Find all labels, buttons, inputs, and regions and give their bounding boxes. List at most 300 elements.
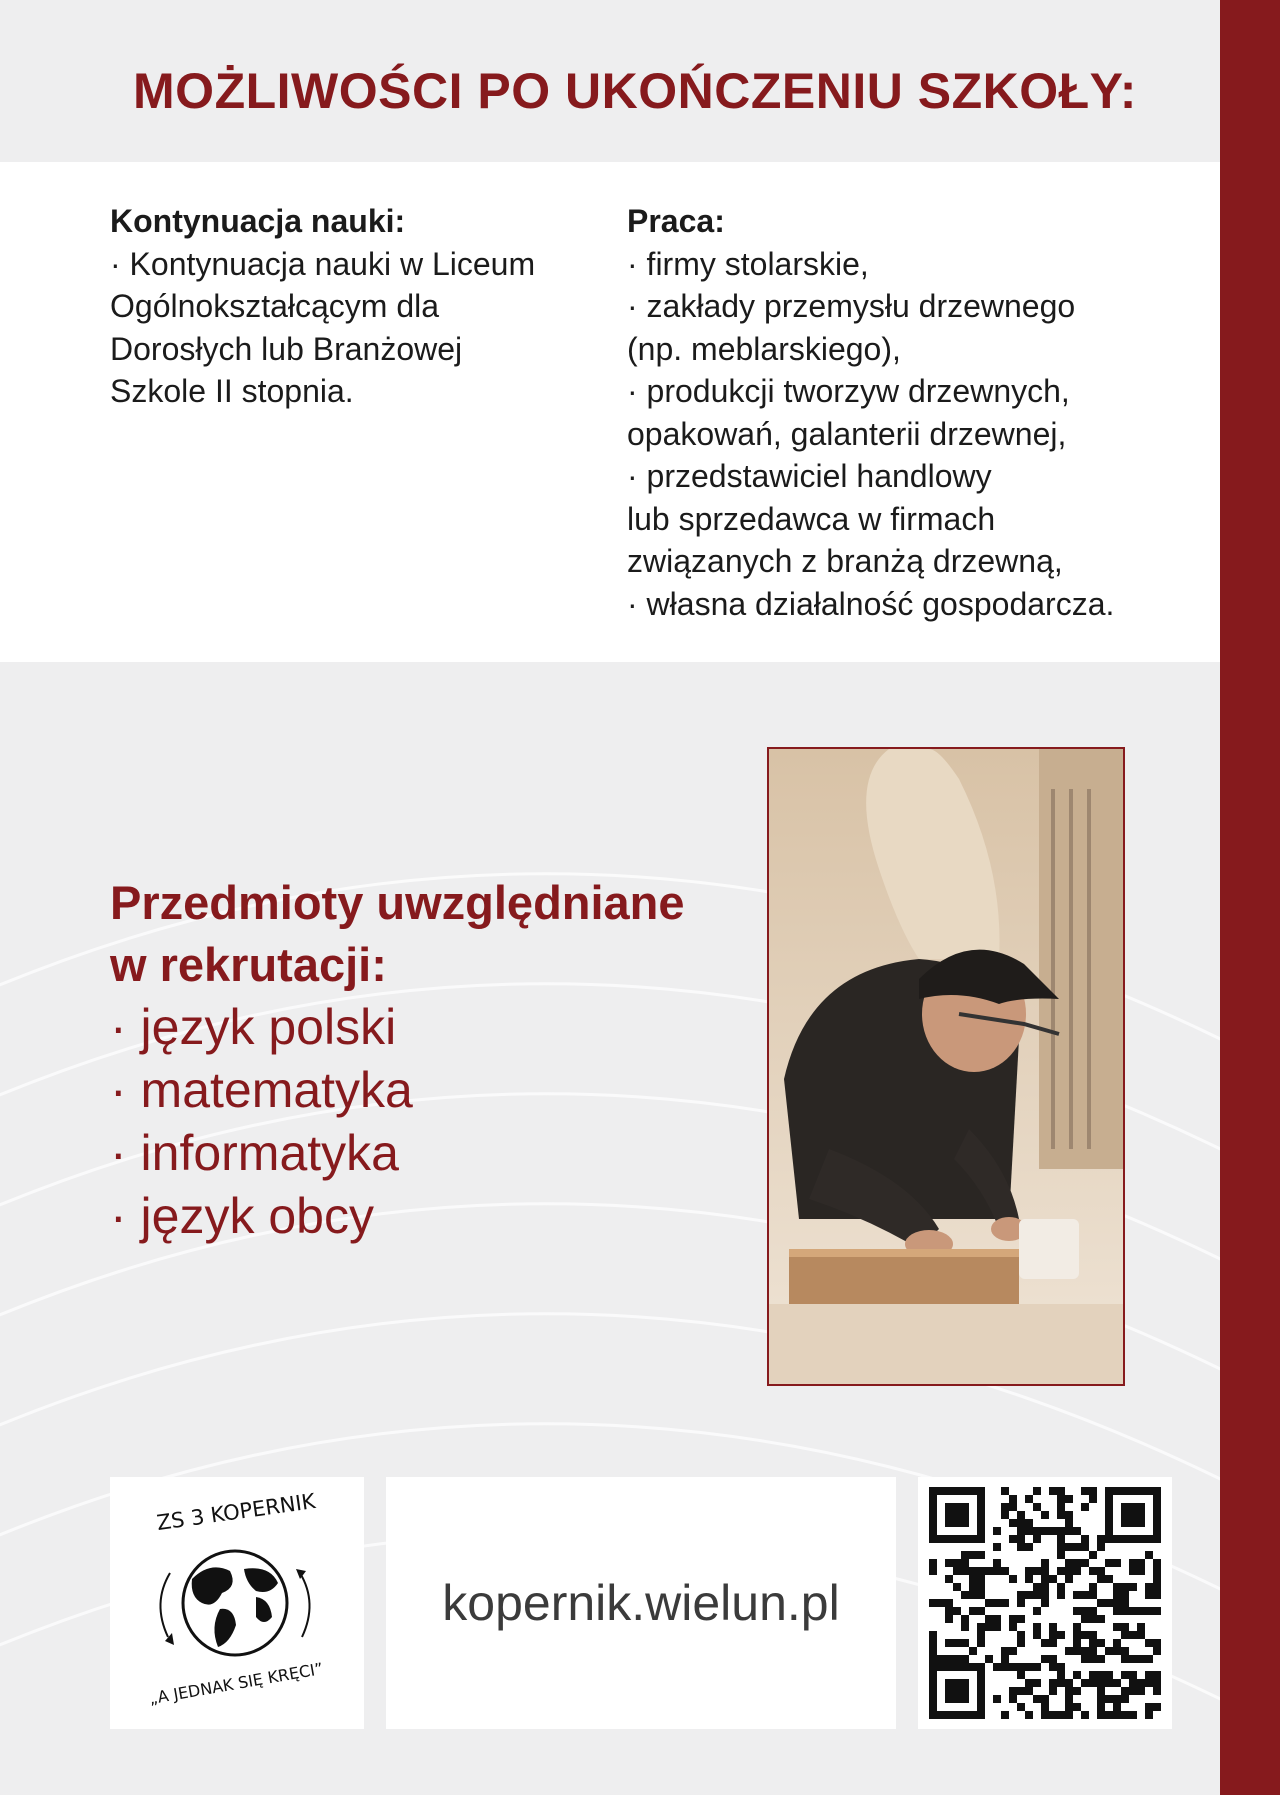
qr-module — [953, 1567, 961, 1575]
qr-module — [1065, 1703, 1073, 1711]
qr-module — [1049, 1711, 1057, 1719]
qr-module — [1065, 1511, 1073, 1519]
qr-module — [1033, 1631, 1041, 1639]
qr-module — [961, 1551, 969, 1559]
qr-module — [1137, 1511, 1145, 1519]
qr-module — [1137, 1623, 1145, 1631]
qr-module — [961, 1591, 969, 1599]
qr-module — [1017, 1543, 1025, 1551]
work-line: · własna działalność gospodarcza. — [627, 585, 1115, 622]
qr-module — [1113, 1583, 1121, 1591]
qr-module — [945, 1655, 953, 1663]
qr-module — [1033, 1591, 1041, 1599]
qr-module — [929, 1711, 937, 1719]
qr-module — [1065, 1519, 1073, 1527]
qr-module — [1057, 1663, 1065, 1671]
qr-module — [1105, 1559, 1113, 1567]
qr-module — [1073, 1639, 1081, 1647]
qr-module — [1097, 1575, 1105, 1583]
qr-module — [953, 1639, 961, 1647]
qr-module — [993, 1567, 1001, 1575]
qr-module — [993, 1695, 1001, 1703]
qr-module — [929, 1511, 937, 1519]
qr-module — [1057, 1527, 1065, 1535]
qr-code — [918, 1477, 1172, 1729]
qr-module — [1033, 1583, 1041, 1591]
qr-module — [1121, 1631, 1129, 1639]
qr-module — [1057, 1591, 1065, 1599]
qr-module — [953, 1655, 961, 1663]
qr-module — [1065, 1559, 1073, 1567]
qr-module — [977, 1575, 985, 1583]
qr-module — [1089, 1631, 1097, 1639]
work-title: Praca: — [627, 203, 725, 239]
qr-module — [1025, 1495, 1033, 1503]
qr-module — [1033, 1487, 1041, 1495]
qr-module — [1145, 1487, 1153, 1495]
qr-module — [1025, 1711, 1033, 1719]
qr-module — [1153, 1495, 1161, 1503]
qr-module — [977, 1551, 985, 1559]
qr-module — [1153, 1591, 1161, 1599]
qr-module — [1121, 1695, 1129, 1703]
qr-module — [945, 1695, 953, 1703]
qr-module — [1009, 1503, 1017, 1511]
qr-module — [1081, 1615, 1089, 1623]
qr-module — [1041, 1591, 1049, 1599]
qr-module — [1033, 1695, 1041, 1703]
qr-module — [1145, 1655, 1153, 1663]
qr-module — [1001, 1647, 1009, 1655]
qr-module — [929, 1663, 937, 1671]
qr-module — [1041, 1599, 1049, 1607]
qr-module — [1001, 1663, 1009, 1671]
qr-module — [953, 1519, 961, 1527]
qr-module — [1113, 1711, 1121, 1719]
qr-module — [929, 1647, 937, 1655]
qr-module — [1081, 1679, 1089, 1687]
qr-module — [1065, 1575, 1073, 1583]
qr-module — [929, 1695, 937, 1703]
qr-module — [1017, 1615, 1025, 1623]
qr-module — [1121, 1711, 1129, 1719]
qr-module — [1113, 1703, 1121, 1711]
qr-module — [961, 1663, 969, 1671]
qr-module — [985, 1567, 993, 1575]
qr-module — [929, 1495, 937, 1503]
qr-module — [1041, 1711, 1049, 1719]
qr-module — [1041, 1511, 1049, 1519]
qr-module — [1129, 1567, 1137, 1575]
qr-module — [1073, 1607, 1081, 1615]
qr-module — [977, 1527, 985, 1535]
qr-module — [945, 1679, 953, 1687]
qr-module — [1009, 1495, 1017, 1503]
qr-module — [945, 1503, 953, 1511]
qr-module — [1105, 1503, 1113, 1511]
qr-module — [1001, 1655, 1009, 1663]
qr-module — [1009, 1663, 1017, 1671]
qr-module — [1033, 1663, 1041, 1671]
qr-module — [1017, 1599, 1025, 1607]
qr-module — [961, 1679, 969, 1687]
work-line: opakowań, galanterii drzewnej, — [627, 415, 1067, 452]
qr-module — [1097, 1567, 1105, 1575]
qr-module — [945, 1519, 953, 1527]
recruitment-subjects — [110, 872, 750, 1248]
qr-module — [961, 1695, 969, 1703]
qr-module — [1137, 1679, 1145, 1687]
qr-module — [961, 1687, 969, 1695]
qr-module — [929, 1527, 937, 1535]
website-box — [386, 1477, 896, 1729]
qr-module — [937, 1663, 945, 1671]
qr-module — [1081, 1631, 1089, 1639]
qr-module — [1073, 1527, 1081, 1535]
qr-module — [945, 1711, 953, 1719]
qr-module — [1113, 1679, 1121, 1687]
qr-module — [1153, 1559, 1161, 1567]
qr-module — [929, 1599, 937, 1607]
qr-module — [1089, 1607, 1097, 1615]
work-line: · produkcji tworzyw drzewnych, — [627, 373, 1070, 409]
qr-module — [929, 1687, 937, 1695]
qr-module — [929, 1503, 937, 1511]
qr-module — [1001, 1503, 1009, 1511]
qr-module — [1073, 1647, 1081, 1655]
qr-module — [977, 1639, 985, 1647]
qr-module — [1137, 1519, 1145, 1527]
qr-module — [953, 1711, 961, 1719]
qr-module — [1049, 1663, 1057, 1671]
subject-item: · informatyka — [110, 1125, 399, 1181]
qr-module — [1065, 1543, 1073, 1551]
qr-module — [1025, 1663, 1033, 1671]
qr-module — [1057, 1551, 1065, 1559]
qr-module — [1025, 1679, 1033, 1687]
qr-module — [1089, 1567, 1097, 1575]
qr-module — [977, 1687, 985, 1695]
qr-module — [1065, 1495, 1073, 1503]
qr-module — [929, 1655, 937, 1663]
qr-module — [1153, 1487, 1161, 1495]
qr-module — [977, 1487, 985, 1495]
qr-module — [1057, 1503, 1065, 1511]
qr-module — [1153, 1503, 1161, 1511]
qr-module — [1017, 1535, 1025, 1543]
work-column — [627, 200, 1187, 625]
qr-module — [1129, 1631, 1137, 1639]
qr-module — [1089, 1551, 1097, 1559]
qr-module — [1121, 1671, 1129, 1679]
qr-module — [1145, 1551, 1153, 1559]
qr-module — [1105, 1711, 1113, 1719]
qr-module — [945, 1663, 953, 1671]
qr-module — [961, 1711, 969, 1719]
qr-module — [1073, 1671, 1081, 1679]
qr-module — [1033, 1535, 1041, 1543]
qr-module — [969, 1567, 977, 1575]
qr-module — [1057, 1631, 1065, 1639]
qr-module — [1153, 1535, 1161, 1543]
qr-module — [977, 1503, 985, 1511]
qr-module — [969, 1551, 977, 1559]
qr-module — [1081, 1655, 1089, 1663]
qr-module — [1057, 1535, 1065, 1543]
qr-module — [1137, 1567, 1145, 1575]
subject-item: · matematyka — [110, 1062, 413, 1118]
qr-module — [1065, 1647, 1073, 1655]
qr-module — [1017, 1591, 1025, 1599]
qr-module — [1153, 1647, 1161, 1655]
qr-module — [1057, 1543, 1065, 1551]
qr-module — [953, 1695, 961, 1703]
qr-module — [1153, 1679, 1161, 1687]
qr-module — [1153, 1511, 1161, 1519]
qr-module — [969, 1487, 977, 1495]
qr-module — [969, 1647, 977, 1655]
qr-module — [1129, 1687, 1137, 1695]
qr-module — [1065, 1567, 1073, 1575]
qr-module — [1129, 1511, 1137, 1519]
qr-module — [1121, 1583, 1129, 1591]
qr-module — [1137, 1631, 1145, 1639]
qr-module — [1105, 1695, 1113, 1703]
qr-module — [1153, 1639, 1161, 1647]
qr-module — [1153, 1583, 1161, 1591]
qr-module — [1097, 1695, 1105, 1703]
subjects-title-line1: Przedmioty uwzględniane — [110, 876, 685, 929]
qr-module — [1041, 1639, 1049, 1647]
qr-module — [929, 1639, 937, 1647]
qr-module — [1105, 1495, 1113, 1503]
qr-module — [1145, 1671, 1153, 1679]
qr-module — [977, 1711, 985, 1719]
qr-module — [1073, 1559, 1081, 1567]
qr-module — [1049, 1655, 1057, 1663]
qr-module — [969, 1575, 977, 1583]
continuation-line: Ogólnokształcącym dla — [110, 288, 440, 324]
qr-module — [1049, 1679, 1057, 1687]
qr-module — [937, 1487, 945, 1495]
qr-module — [929, 1679, 937, 1687]
qr-module — [1065, 1527, 1073, 1535]
qr-module — [953, 1679, 961, 1687]
qr-module — [985, 1599, 993, 1607]
qr-module — [1089, 1615, 1097, 1623]
qr-module — [1073, 1623, 1081, 1631]
qr-module — [1049, 1631, 1057, 1639]
qr-module — [1025, 1575, 1033, 1583]
qr-module — [1017, 1639, 1025, 1647]
qr-module — [977, 1567, 985, 1575]
qr-module — [1105, 1535, 1113, 1543]
qr-module — [1137, 1655, 1145, 1663]
qr-module — [993, 1559, 1001, 1567]
qr-module — [1081, 1559, 1089, 1567]
qr-module — [1105, 1519, 1113, 1527]
qr-module — [993, 1623, 1001, 1631]
qr-module — [929, 1519, 937, 1527]
qr-module — [929, 1703, 937, 1711]
qr-module — [1097, 1535, 1105, 1543]
qr-module — [977, 1679, 985, 1687]
qr-module — [961, 1559, 969, 1567]
qr-module — [1153, 1519, 1161, 1527]
qr-module — [1113, 1695, 1121, 1703]
qr-module — [1105, 1575, 1113, 1583]
continuation-line: Szkole II stopnia. — [110, 373, 354, 409]
qr-module — [1001, 1511, 1009, 1519]
qr-module — [1017, 1511, 1025, 1519]
qr-module — [1041, 1575, 1049, 1583]
qr-module — [1113, 1591, 1121, 1599]
qr-module — [977, 1495, 985, 1503]
qr-module — [945, 1687, 953, 1695]
qr-module — [945, 1599, 953, 1607]
qr-module — [1049, 1575, 1057, 1583]
qr-module — [1017, 1663, 1025, 1671]
qr-module — [937, 1655, 945, 1663]
qr-module — [929, 1559, 937, 1567]
continuation-column — [110, 200, 580, 413]
qr-module — [961, 1655, 969, 1663]
qr-module — [977, 1591, 985, 1599]
qr-module — [1105, 1647, 1113, 1655]
qr-module — [929, 1671, 937, 1679]
qr-module — [1145, 1679, 1153, 1687]
continuation-title: Kontynuacja nauki: — [110, 203, 406, 239]
qr-module — [969, 1607, 977, 1615]
qr-module — [1017, 1671, 1025, 1679]
qr-module — [1017, 1703, 1025, 1711]
qr-module — [1009, 1535, 1017, 1543]
qr-module — [953, 1607, 961, 1615]
qr-module — [1129, 1535, 1137, 1543]
qr-module — [961, 1487, 969, 1495]
qr-module — [1137, 1687, 1145, 1695]
qr-module — [1129, 1711, 1137, 1719]
qr-module — [1089, 1679, 1097, 1687]
page-title: MOŻLIWOŚCI PO UKOŃCZENIU SZKOŁY: — [133, 63, 1137, 119]
qr-module — [969, 1591, 977, 1599]
qr-module — [1041, 1703, 1049, 1711]
qr-module — [977, 1671, 985, 1679]
qr-module — [945, 1575, 953, 1583]
qr-module — [1049, 1527, 1057, 1535]
qr-module — [1073, 1631, 1081, 1639]
work-line: · firmy stolarskie, — [627, 245, 869, 282]
qr-module — [945, 1511, 953, 1519]
qr-module — [1145, 1535, 1153, 1543]
qr-module — [1105, 1511, 1113, 1519]
qr-module — [1145, 1607, 1153, 1615]
qr-module — [1121, 1511, 1129, 1519]
qr-module — [953, 1583, 961, 1591]
qr-module — [993, 1663, 1001, 1671]
qr-module — [1121, 1519, 1129, 1527]
qr-module — [1081, 1607, 1089, 1615]
qr-module — [1121, 1623, 1129, 1631]
qr-module — [977, 1631, 985, 1639]
qr-module — [1025, 1527, 1033, 1535]
qr-module — [1097, 1679, 1105, 1687]
qr-module — [1057, 1567, 1065, 1575]
qr-module — [1097, 1639, 1105, 1647]
qr-module — [1041, 1559, 1049, 1567]
qr-module — [1065, 1679, 1073, 1687]
qr-module — [953, 1663, 961, 1671]
qr-module — [1081, 1543, 1089, 1551]
qr-module — [1089, 1639, 1097, 1647]
website-link[interactable]: kopernik.wielun.pl — [442, 1575, 840, 1631]
qr-module — [945, 1559, 953, 1567]
school-logo — [110, 1477, 364, 1729]
qr-module — [969, 1663, 977, 1671]
qr-module — [1137, 1535, 1145, 1543]
qr-module — [1033, 1623, 1041, 1631]
qr-module — [1089, 1655, 1097, 1663]
qr-module — [937, 1535, 945, 1543]
qr-module — [1121, 1503, 1129, 1511]
qr-module — [961, 1519, 969, 1527]
qr-module — [1145, 1703, 1153, 1711]
qr-module — [1017, 1519, 1025, 1527]
qr-module — [1121, 1655, 1129, 1663]
qr-module — [1033, 1607, 1041, 1615]
qr-module — [953, 1487, 961, 1495]
qr-module — [1121, 1607, 1129, 1615]
qr-module — [1057, 1671, 1065, 1679]
qr-module — [1065, 1687, 1073, 1695]
qr-module — [1049, 1687, 1057, 1695]
qr-module — [1089, 1671, 1097, 1679]
qr-module — [1113, 1535, 1121, 1543]
qr-module — [1033, 1679, 1041, 1687]
work-line: (np. meblarskiego), — [627, 330, 901, 367]
qr-code-icon — [918, 1477, 1172, 1729]
qr-module — [1113, 1487, 1121, 1495]
work-line: lub sprzedawca w firmach — [627, 500, 996, 537]
qr-module — [1105, 1679, 1113, 1687]
qr-module — [1049, 1487, 1057, 1495]
qr-module — [1057, 1711, 1065, 1719]
qr-module — [1009, 1575, 1017, 1583]
qr-module — [929, 1631, 937, 1639]
qr-module — [929, 1487, 937, 1495]
qr-module — [1081, 1535, 1089, 1543]
qr-module — [1057, 1511, 1065, 1519]
qr-module — [953, 1511, 961, 1519]
qr-module — [1081, 1647, 1089, 1655]
qr-module — [1121, 1687, 1129, 1695]
qr-module — [1001, 1599, 1009, 1607]
qr-module — [945, 1639, 953, 1647]
qr-module — [1105, 1487, 1113, 1495]
qr-module — [1089, 1487, 1097, 1495]
qr-module — [977, 1623, 985, 1631]
qr-module — [1145, 1583, 1153, 1591]
qr-module — [1121, 1591, 1129, 1599]
qr-module — [985, 1615, 993, 1623]
qr-module — [1153, 1527, 1161, 1535]
qr-module — [1129, 1679, 1137, 1687]
qr-module — [953, 1503, 961, 1511]
qr-module — [1041, 1695, 1049, 1703]
qr-module — [1001, 1711, 1009, 1719]
qr-module — [953, 1687, 961, 1695]
qr-module — [1041, 1583, 1049, 1591]
